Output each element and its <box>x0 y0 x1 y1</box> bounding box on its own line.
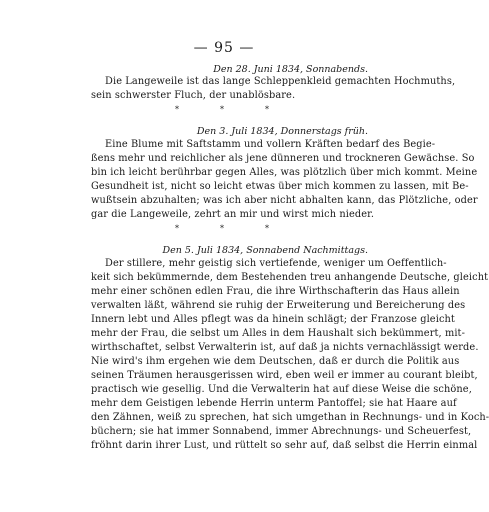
text-line: Die Langeweile ist das lange Schleppenkleid gemachten Hochmuths, <box>105 76 456 87</box>
text-line: gar die Langeweile, zehrt an mir und wirst mich nieder. <box>91 209 375 220</box>
text-line: ßens mehr und reichlicher als jene dünneren und trockneren Gewächse. So <box>91 153 475 164</box>
text-line: sein schwerster Fluch, der unablösbare. <box>91 90 296 101</box>
text-line: verwalten läßt, während sie ruhig der Erweiterung und Bereicherung des <box>91 300 466 311</box>
text-line: practisch wie gesellig. Und die Verwalterin hat auf diese Weise die schöne, <box>91 384 472 395</box>
page-number: — 95 — <box>193 40 255 56</box>
text-line: mehr der Frau, die selbst um Alles in dem Haushalt sich bekümmert, mit- <box>91 328 466 339</box>
text-line: den Zähnen, weiß zu sprechen, hat sich umgethan in Rechnungs- und in Koch- <box>91 412 489 423</box>
entry-date: Den 5. Juli 1834, Sonnabend Nachmittags. <box>162 245 368 256</box>
text-line: Eine Blume mit Saftstamm und vollern Kräften bedarf des Begie- <box>105 139 436 150</box>
text-line: wußtsein abzuhalten; was ich aber nicht abhalten kann, das Plötzliche, oder <box>91 195 478 206</box>
entry-date: Den 3. Juli 1834, Donnerstags früh. <box>196 126 368 137</box>
text-line: fröhnt darin ihrer Lust, und rüttelt so sehr auf, daß selbst die Herrin einmal <box>91 440 478 451</box>
text-line: mehr einer schönen edlen Frau, die ihre Wirthschafterin das Haus allein <box>91 286 460 297</box>
entry-date: Den 28. Juni 1834, Sonnabends. <box>213 64 368 75</box>
text-line: Innern lebt und Alles pflegt was da hinein schlägt; der Franzose gleicht <box>91 314 455 325</box>
text-line: mehr dem Geistigen lebende Herrin unterm Pantoffel; sie hat Haare auf <box>91 398 457 409</box>
text-line: wirthschaftet, selbst Verwalterin ist, auf daß ja nichts vernachlässigt werde. <box>91 342 479 353</box>
text-line: seinen Träumen herausgerissen wird, eben weil er immer au courant bleibt, <box>91 370 478 381</box>
text-line: Gesundheit ist, nicht so leicht etwas über mich kommen zu lassen, mit Be- <box>91 181 469 192</box>
text-line: Der stillere, mehr geistig sich vertiefende, weniger um Oeffentlich- <box>105 258 447 269</box>
text-line: büchern; sie hat immer Sonnabend, immer Abrechnungs- und Scheuerfest, <box>91 426 472 437</box>
text-line: keit sich bekümmernde, dem Bestehenden treu anhangende Deutsche, gleicht <box>91 272 489 283</box>
text-line: bin ich leicht berührbar gegen Alles, was plötzlich über mich kommt. Meine <box>91 167 478 178</box>
text-line: Nie wird's ihm ergehen wie dem Deutschen, daß er durch die Politik aus <box>91 356 460 367</box>
book-page: — 95 — Den 28. Juni 1834, Sonnabends. Die Langeweile ist das lange Schleppenkleid gemachten Hochmuths, sein schwerster Fluch, der unablösbare. * * * Den 3. Juli 1834, Donnerstags früh. Eine Blume mit Saftstamm und vollern Kräften bedarf des Begie- ßens mehr und reichlicher als jene dünneren und trockneren Gewächse. So bin ich leicht berührbar gegen Alles, was plötzlich über mich kommt. Meine Gesundheit ist, nicht so leicht etwas über mich kommen zu lassen, mit Be- wußtsein abzuhalten; was ich aber nicht abhalten kann, das Plötzliche, oder gar die Langeweile, zehrt an mir und wirst mich nieder. * * * Den 5. Juli 1834, Sonnabend Nachmittags. Der stillere, mehr geistig sich vertiefende, weniger um Oeffentlich- keit sich bekümmernde, dem Bestehenden treu anhangende Deutsche, gleicht mehr einer schönen edlen Frau, die ihre Wirthschafterin das Haus allein verwalten läßt, während sie ruhig der Erweiterung und Bereicherung des Innern lebt und Alles pflegt was da hinein schlägt; der Franzose gleicht mehr der Frau, die selbst um Alles in dem Haushalt sich bekümmert, mit- wirthschaftet, selbst Verwalterin ist, auf daß ja nichts vernachlässigt werde. Nie wird's ihm ergehen wie dem Deutschen, daß er durch die Politik aus seinen Träumen herausgerissen wird, eben weil er immer au courant bleibt, practisch wie gesellig. Und die Verwalterin hat auf diese Weise die schöne, mehr dem Geistigen lebende Herrin unterm Pantoffel; sie hat Haare auf den Zähnen, weiß zu sprechen, hat sich umgethan in Rechnungs- und in Koch- büchern; sie hat immer Sonnabend, immer Abrechnungs- und Scheuerfest, fröhnt darin ihrer Lust, und rüttelt so sehr auf, daß selbst die Herrin einmal <box>0 0 448 512</box>
